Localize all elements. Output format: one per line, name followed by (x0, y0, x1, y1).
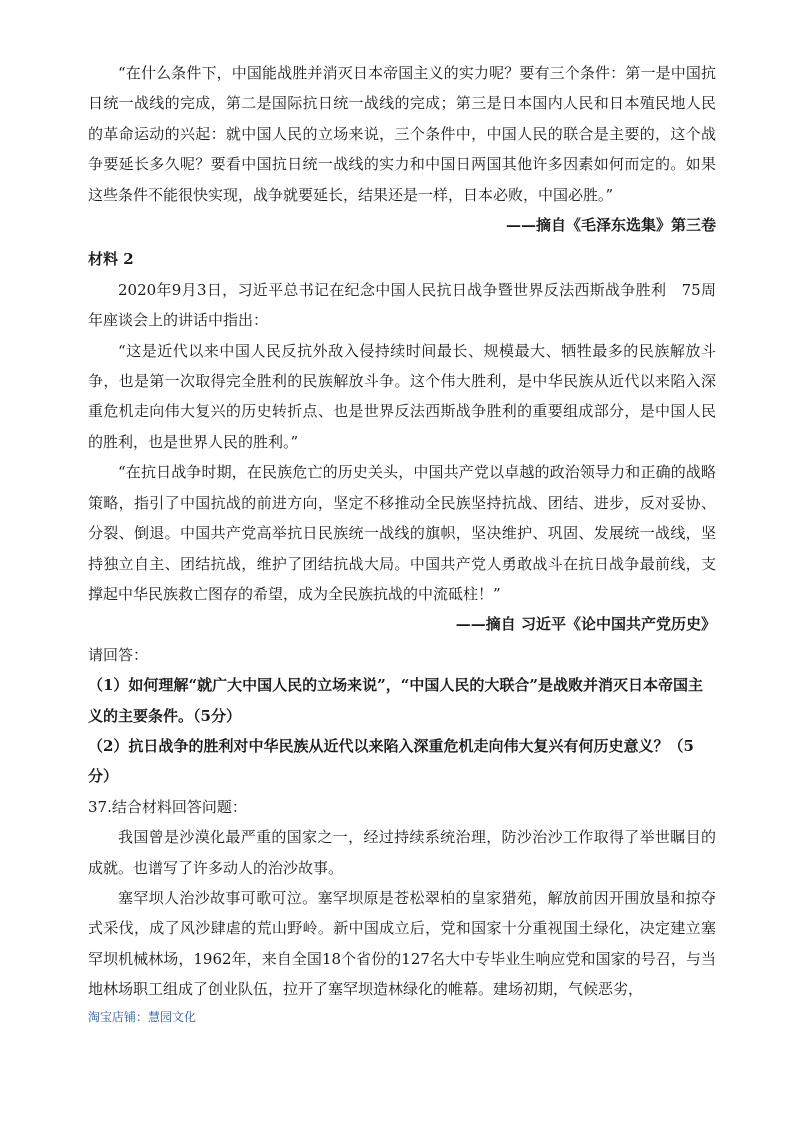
q37-paragraph-2: 塞罕坝人治沙故事可歌可泣。塞罕坝原是苍松翠柏的皇家猎苑，解放前因开围放垦和掠夺式采伐，成了风沙肆虐的荒山野岭。新中国成立后，党和国家十分重视国土绿化，决定建立塞罕坝机械林场，1962年，来自全国18个省份的127名大中专毕业生响应党和国家的号召，与当地林场职工组成了创业队伍，拉开了塞罕坝造林绿化的帷幕。建场初期，气候恶劣， (88, 888, 716, 999)
quote-xi-1: “这是近代以来中国人民反抗外敌入侵持续时间最长、规模最大、牺牲最多的民族解放斗争，也是第一次取得完全胜利的民族解放斗争。这个伟大胜利，是中华民族从近代以来陷入深重危机走向伟大复兴的历史转折点、也是世界反法西斯战争胜利的重要组成部分，是中国人民的胜利，也是世界人民的胜利。” (88, 341, 716, 451)
material-2-intro: 2020年9月3日，习近平总书记在纪念中国人民抗日战争暨世界反法西斯战争胜利 75周年座谈会上的讲话中指出： (88, 280, 716, 330)
ask-prompt: 请回答： (88, 645, 149, 664)
quote-mao: “在什么条件下，中国能战胜并消灭日本帝国主义的实力呢？要有三个条件：第一是中国抗日统一战线的完成，第二是国际抗日统一战线的完成；第三是日本国内人民和日本殖民地人民的革命运动的兴起：就中国人民的立场来说，三个条件中，中国人民的联合是主要的，这个战争要延长多久呢？要看中国抗日统一战线的实力和中国日两国其他许多因素如何而定的。如果这些条件不能很快实现，战争就要延长，结果还是一样，日本必败，中国必胜。” (88, 64, 716, 204)
source-xi: ——摘自 习近平《论中国共产党历史》 (455, 615, 716, 634)
material-2-label: 材料 2 (88, 250, 134, 269)
q37-paragraph-1: 我国曾是沙漠化最严重的国家之一，经过持续系统治理，防沙治沙工作取得了举世瞩目的成就。也谱写了许多动人的治沙故事。 (88, 828, 716, 877)
quote-xi-2: “在抗日战争时期，在民族危亡的历史关头，中国共产党以卓越的政治领导力和正确的战略策略，指引了中国抗战的前进方向，坚定不移推动全民族坚持抗战、团结、进步，反对妥协、分裂、倒退。中国共产党高举抗日民族统一战线的旗帜，坚决维护、巩固、发展统一战线，坚持独立自主、团结抗战，维护了团结抗战大局。中国共产党人勇敢战斗在抗日战争最前线，支撑起中华民族救亡图存的希望，成为全民族抗战的中流砥柱！” (88, 463, 716, 603)
source-mao: ——摘自《毛泽东选集》第三卷 (505, 216, 716, 235)
question-37-heading: 37.结合材料回答问题： (88, 797, 247, 816)
question-2: （2）抗日战争的胜利对中华民族从近代以来陷入深重危机走向伟大复兴有何历史意义？（5分） (88, 736, 694, 786)
question-1: （1）如何理解“就广大中国人民的立场来说”，“中国人民的大联合”是战败并消灭日本帝国主义的主要条件。（5分） (88, 676, 703, 725)
document-body (88, 58, 716, 1005)
shop-footer: 淘宝店铺：慧园文化 (88, 1010, 197, 1024)
